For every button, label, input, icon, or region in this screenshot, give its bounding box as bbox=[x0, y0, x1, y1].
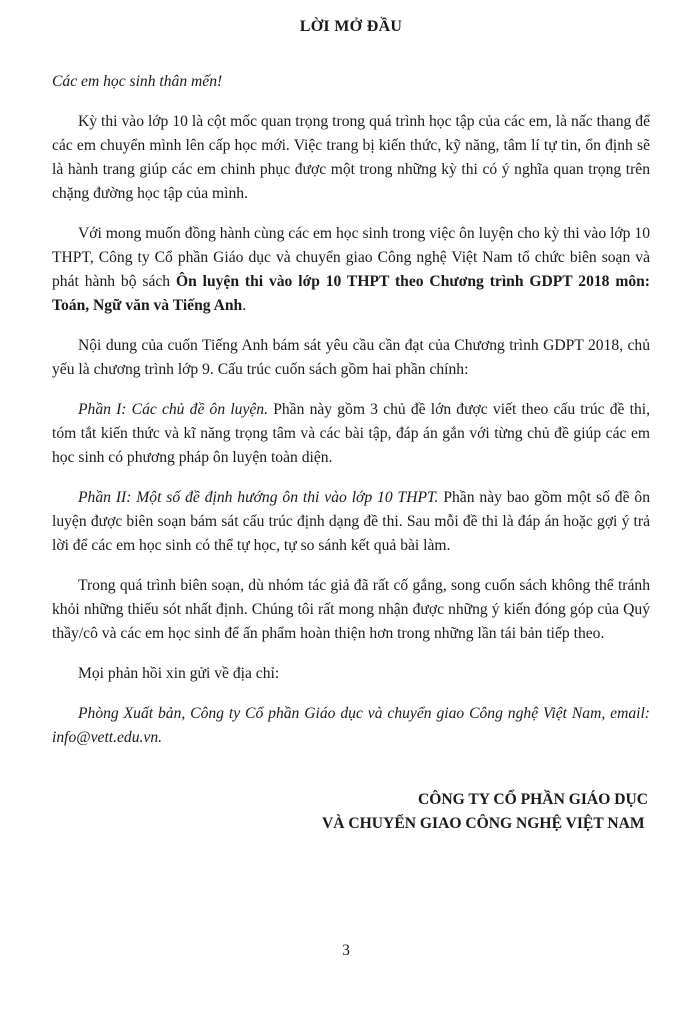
greeting: Các em học sinh thân mến! bbox=[52, 73, 223, 90]
purpose-tail-text: . bbox=[242, 297, 247, 314]
part-one-label: Phần I: Các chủ đề ôn luyện. bbox=[78, 401, 269, 418]
paragraph-contact-intro: Mọi phản hồi xin gửi về địa chỉ: bbox=[78, 665, 280, 682]
paragraph-content: Nội dung của cuốn Tiếng Anh bám sát yêu cầu cần đạt của Chương trình GDPT 2018, chủ yếu là chương trình lớp 9. Cấu trúc cuốn sách gồm hai phần chính: bbox=[52, 337, 650, 378]
paragraph-part-two bbox=[52, 486, 650, 558]
part-two-text: Phần này bao gồm một số đề ôn luyện được biên soạn bám sát cấu trúc định dạng đề thi. Sau mỗi đề thi là đáp án hoặc gợi ý trả lời để các em học sinh có thể tự học, tự so sánh kết quả bài làm. bbox=[52, 489, 650, 554]
paragraph-feedback: Trong quá trình biên soạn, dù nhóm tác giả đã rất cố gắng, song cuốn sách không thể tránh khỏi những thiếu sót nhất định. Chúng tôi rất mong nhận được những ý kiến đóng góp của Quý thầy/cô và các em học sinh để ấn phẩm hoàn thiện hơn trong những lần tái bản tiếp theo. bbox=[52, 577, 650, 642]
book-title-text: Ôn luyện thi vào lớp 10 THPT theo Chương trình GDPT 2018 môn: Toán, Ngữ văn và Tiếng Anh bbox=[52, 273, 650, 314]
part-two-label: Phần II: Một số đề định hướng ôn thi vào lớp 10 THPT. bbox=[78, 489, 439, 506]
page-title: LỜI MỞ ĐẦU bbox=[299, 18, 403, 35]
paragraph-contact-address: Phòng Xuất bản, Công ty Cổ phần Giáo dục và chuyển giao Công nghệ Việt Nam, email: info@vett.edu.vn. bbox=[52, 705, 650, 746]
signature-block bbox=[52, 766, 650, 836]
purpose-lead-text: Với mong muốn đồng hành cùng các em học sinh trong việc ôn luyện cho kỳ thi vào lớp 10 THPT, Công ty Cổ phần Giáo dục và chuyển giao Công nghệ Việt Nam tổ chức biên soạn và phát hành bộ sách bbox=[52, 225, 650, 290]
signature-line-2: VÀ CHUYỂN GIAO CÔNG NGHỆ VIỆT NAM bbox=[321, 815, 645, 832]
paragraph-purpose bbox=[52, 222, 650, 318]
part-one-text: Phần này gồm 3 chủ đề lớn được viết theo cấu trúc đề thi, tóm tắt kiến thức và kĩ năng trọng tâm và các bài tập, đáp án gắn với từng chủ đề giúp các em học sinh có phương pháp ôn luyện toàn diện. bbox=[52, 401, 650, 466]
page-number: 3 bbox=[342, 942, 350, 959]
signature-line-1: CÔNG TY CỔ PHẦN GIÁO DỤC bbox=[417, 791, 648, 808]
paragraph-intro: Kỳ thi vào lớp 10 là cột mốc quan trọng trong quá trình học tập của các em, là nấc thang để các em chuyển mình lên cấp học mới. Việc trang bị kiến thức, kỹ năng, tâm lí tự tin, ổn định sẽ là hành trang giúp các em chinh phục được một trong những kỳ thi có ý nghĩa quan trọng trên chặng đường học tập của mình. bbox=[52, 113, 650, 202]
paragraph-part-one bbox=[52, 398, 650, 470]
